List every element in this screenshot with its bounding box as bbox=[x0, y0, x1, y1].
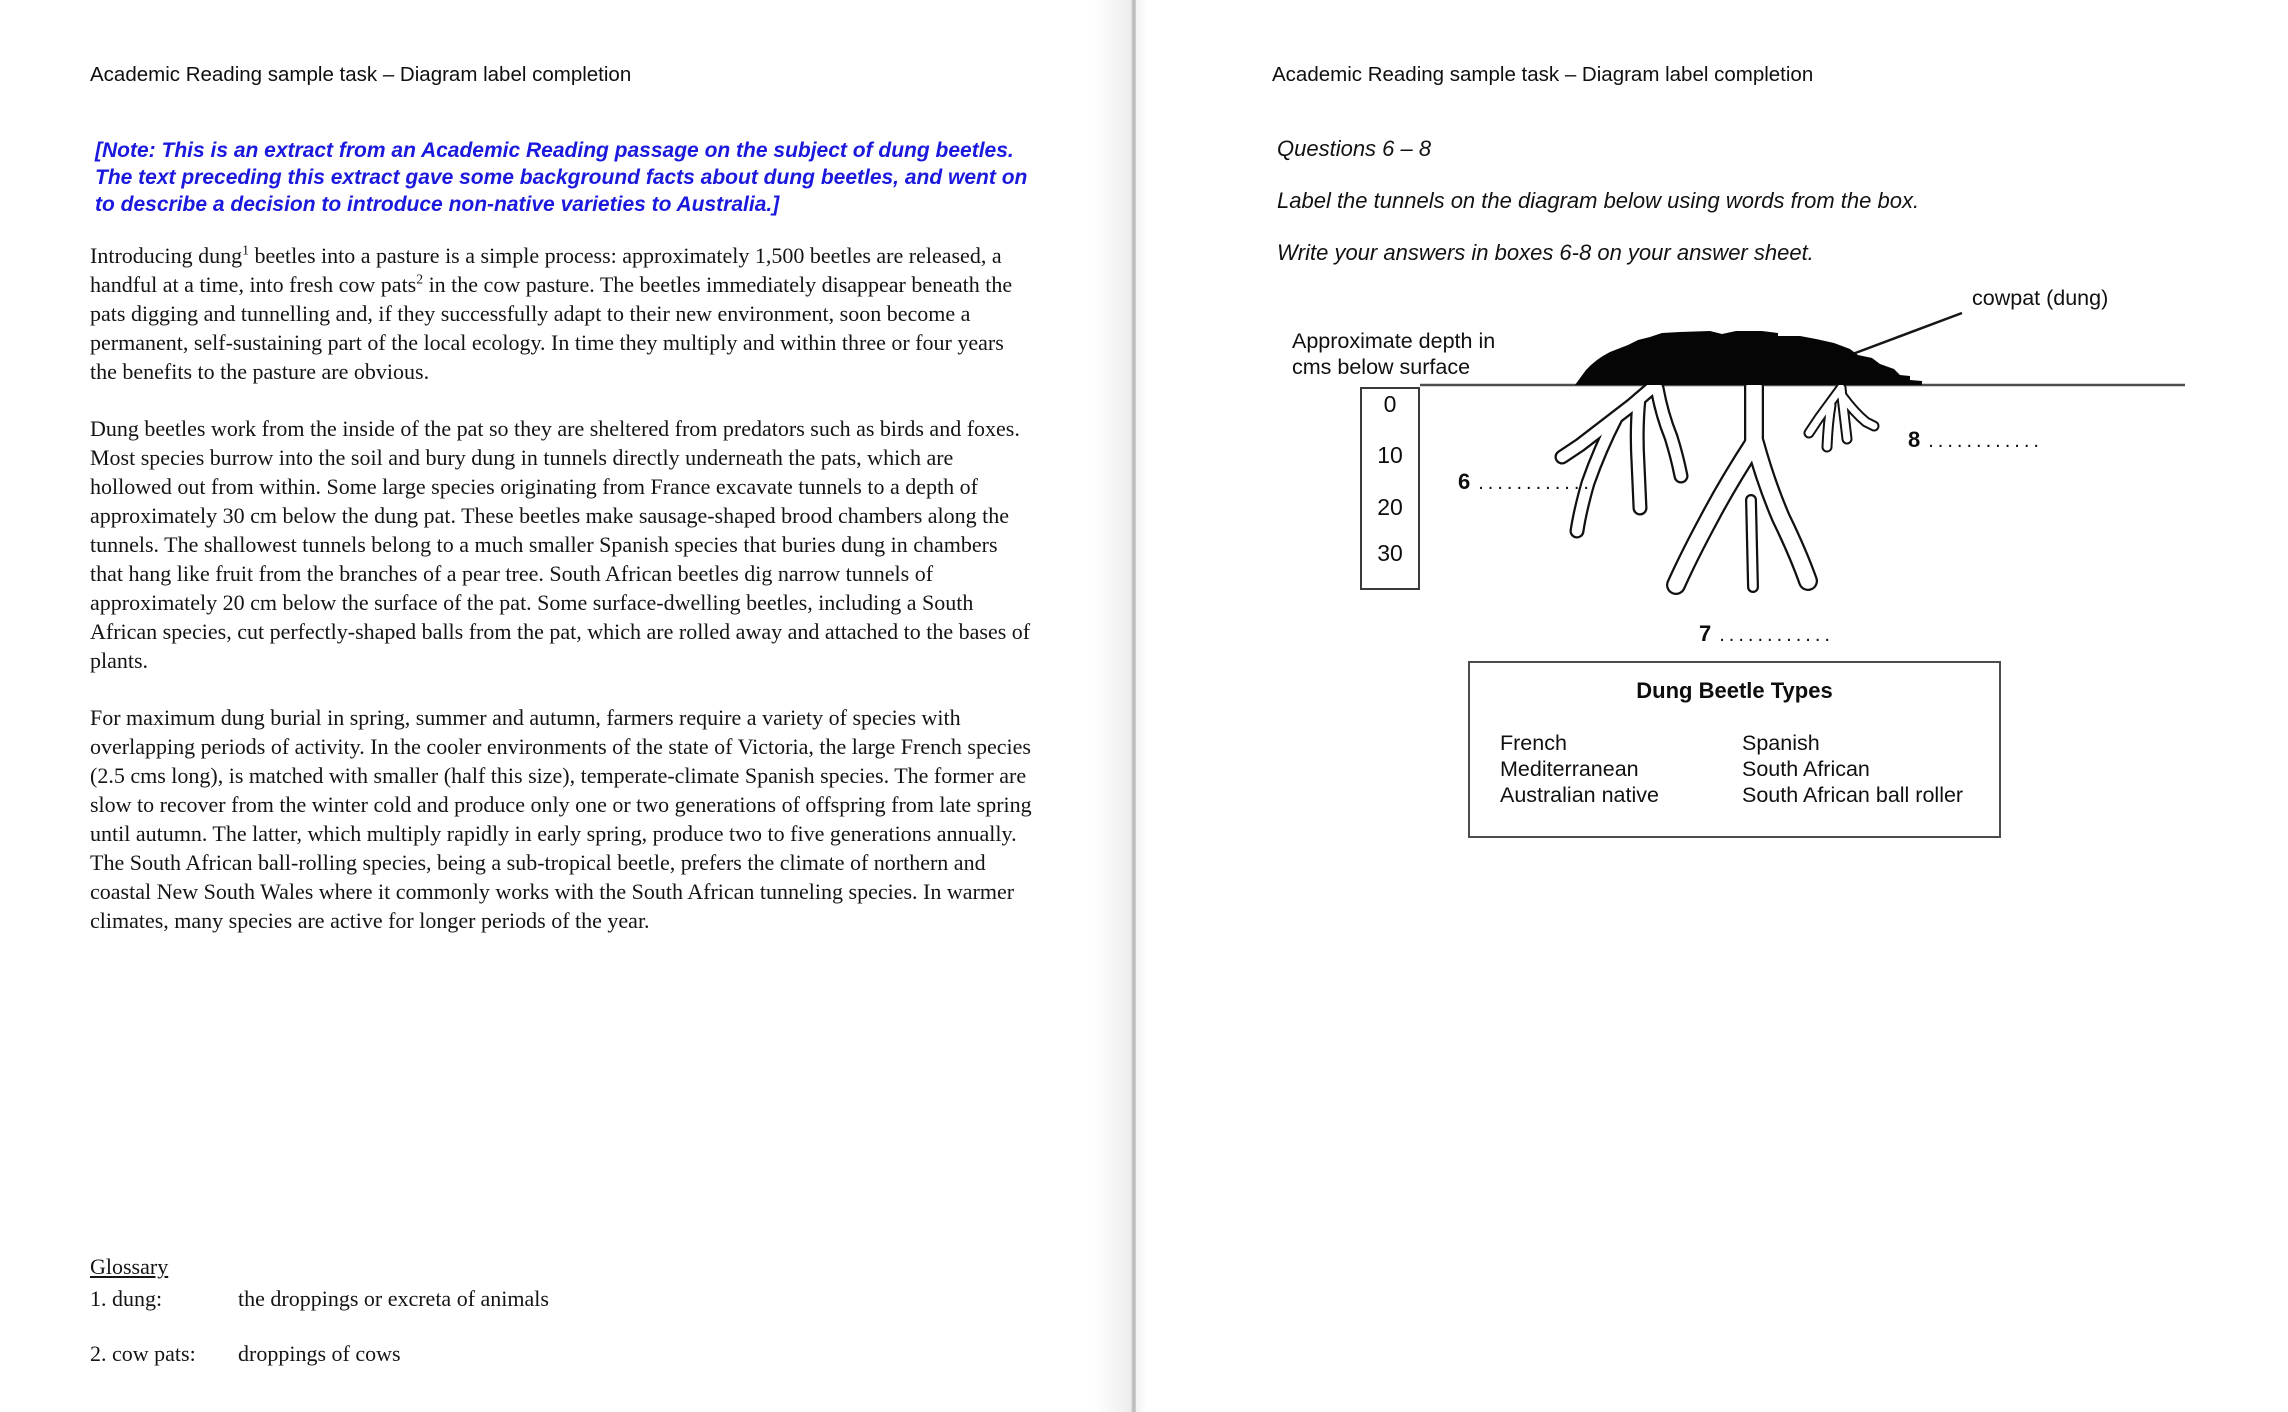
word-box-column-1 bbox=[1500, 730, 1742, 808]
glossary bbox=[90, 1254, 790, 1396]
word-box-title: Dung Beetle Types bbox=[1636, 678, 1833, 703]
answer-dotted-line: ............ bbox=[1719, 624, 1834, 646]
word-option: Spanish bbox=[1742, 731, 1820, 755]
depth-axis-label-line1: Approximate depth in bbox=[1292, 329, 1496, 353]
word-option: French bbox=[1500, 731, 1567, 755]
word-option: Australian native bbox=[1500, 783, 1659, 807]
word-box-columns bbox=[1500, 730, 1999, 808]
answer-number: 6 bbox=[1458, 469, 1471, 494]
glossary-title: Glossary bbox=[90, 1254, 169, 1279]
footnote-ref-2: 2 bbox=[416, 271, 424, 287]
page-title: Academic Reading sample task – Diagram label completion bbox=[90, 63, 632, 86]
word-choice-box bbox=[1468, 661, 2001, 838]
cowpat-shape bbox=[1575, 331, 1922, 385]
passage-paragraph-3: For maximum dung burial in spring, summer and autumn, farmers require a variety of species with overlapping periods of activity. In the cooler environments of the state of Victoria, the large French species (2.5 cms long), is matched with smaller (half this size), temperate-climate Spanish species. The former are slow to recover from the winter cold and produce only one or two generations of offspring from late spring until autumn. The latter, which multiply rapidly in early spring, produce two to five generations annually. The South African ball-rolling species, being a sub-tropical beetle, prefers the climate of northern and coastal New South Wales where it commonly works with the South African tunneling species. In warmer climates, many species are active for longer periods of the year. bbox=[90, 705, 1032, 933]
answer-blank-6 bbox=[1458, 469, 1593, 495]
depth-tick-10: 10 bbox=[1377, 442, 1403, 468]
cowpat-pointer-line bbox=[1850, 313, 1962, 355]
page-edge-shadow bbox=[1093, 0, 1131, 1412]
passage-paragraph-1 bbox=[90, 241, 1035, 386]
depth-axis-label bbox=[1292, 328, 1495, 380]
glossary-definition: droppings of cows bbox=[238, 1341, 401, 1366]
answer-blank-8 bbox=[1908, 427, 2043, 453]
word-option: South African bbox=[1742, 757, 1870, 781]
answer-number: 8 bbox=[1908, 427, 1921, 452]
depth-tick-0: 0 bbox=[1383, 391, 1397, 417]
answer-number: 7 bbox=[1699, 621, 1712, 646]
paragraph-text: Introducing dung bbox=[90, 243, 243, 268]
word-box-column-2 bbox=[1742, 730, 1999, 808]
answer-blank-7 bbox=[1699, 621, 1834, 647]
word-option: Mediterranean bbox=[1500, 757, 1639, 781]
glossary-term: 1. dung: bbox=[90, 1286, 163, 1311]
paragraph-text: in the cow pasture. The beetles immediately disappear beneath the pats digging and tunnelling and, if they successfully adapt to their new environment, soon become a permanent, self-sustaining part of the local ecology. In time they multiply and within three or four years the benefits to the pasture are obvious. bbox=[90, 272, 1013, 384]
task-instruction: Label the tunnels on the diagram below using words from the box. bbox=[1277, 188, 1920, 213]
tunnel-6-shape bbox=[1562, 387, 1681, 531]
page-edge-shadow bbox=[1136, 0, 1146, 1412]
word-option: South African ball roller bbox=[1742, 783, 1964, 807]
paragraph-text: beetles into a pasture is a simple process: approximately 1,500 beetles are released, a handful at a time, into fresh cow pats bbox=[90, 243, 1002, 297]
editor-note: [Note: This is an extract from an Academic Reading passage on the subject of dung beetles. The text preceding this extract gave some background facts about dung beetles, and went on to describe a decision to introduce non-native varieties to Australia.] bbox=[95, 139, 1028, 216]
task-instruction: Write your answers in boxes 6-8 on your answer sheet. bbox=[1277, 240, 1814, 265]
answer-dotted-line: ............ bbox=[1478, 472, 1593, 494]
questions-heading: Questions 6 – 8 bbox=[1277, 136, 1432, 161]
depth-tick-20: 20 bbox=[1377, 494, 1403, 520]
cowpat-label: cowpat (dung) bbox=[1972, 286, 2109, 310]
glossary-item bbox=[90, 1286, 790, 1312]
glossary-item bbox=[90, 1341, 790, 1367]
tunnel-8-shape bbox=[1809, 388, 1874, 447]
answer-dotted-line: ............ bbox=[1928, 430, 2043, 452]
depth-axis-label-line2: cms below surface bbox=[1292, 355, 1471, 379]
footnote-ref-1: 1 bbox=[242, 242, 249, 258]
glossary-definition: the droppings or excreta of animals bbox=[238, 1286, 549, 1311]
depth-scale bbox=[1360, 387, 1420, 590]
page-title: Academic Reading sample task – Diagram label completion bbox=[1272, 63, 1814, 86]
passage-paragraph-2: Dung beetles work from the inside of the pat so they are sheltered from predators such as birds and foxes. Most species burrow into the soil and bury dung in tunnels directly underneath the pats, which are hollowed out from within. Some large species originating from France excavate tunnels to a depth of approximately 30 cm below the dung pat. These beetles make sausage-shaped brood chambers along the tunnels. The shallowest tunnels belong to a much smaller Spanish species that buries dung in chambers that hang like fruit from the branches of a pear tree. South African beetles dig narrow tunnels of approximately 20 cm below the surface of the pat. Some surface-dwelling beetles, including a South African species, cut perfectly-shaped balls from the pat, which are rolled away and attached to the bases of plants. bbox=[90, 416, 1031, 673]
glossary-term: 2. cow pats: bbox=[90, 1341, 196, 1366]
depth-tick-30: 30 bbox=[1377, 540, 1403, 566]
left-page bbox=[90, 63, 1038, 963]
tunnel-7-shape bbox=[1676, 387, 1808, 587]
